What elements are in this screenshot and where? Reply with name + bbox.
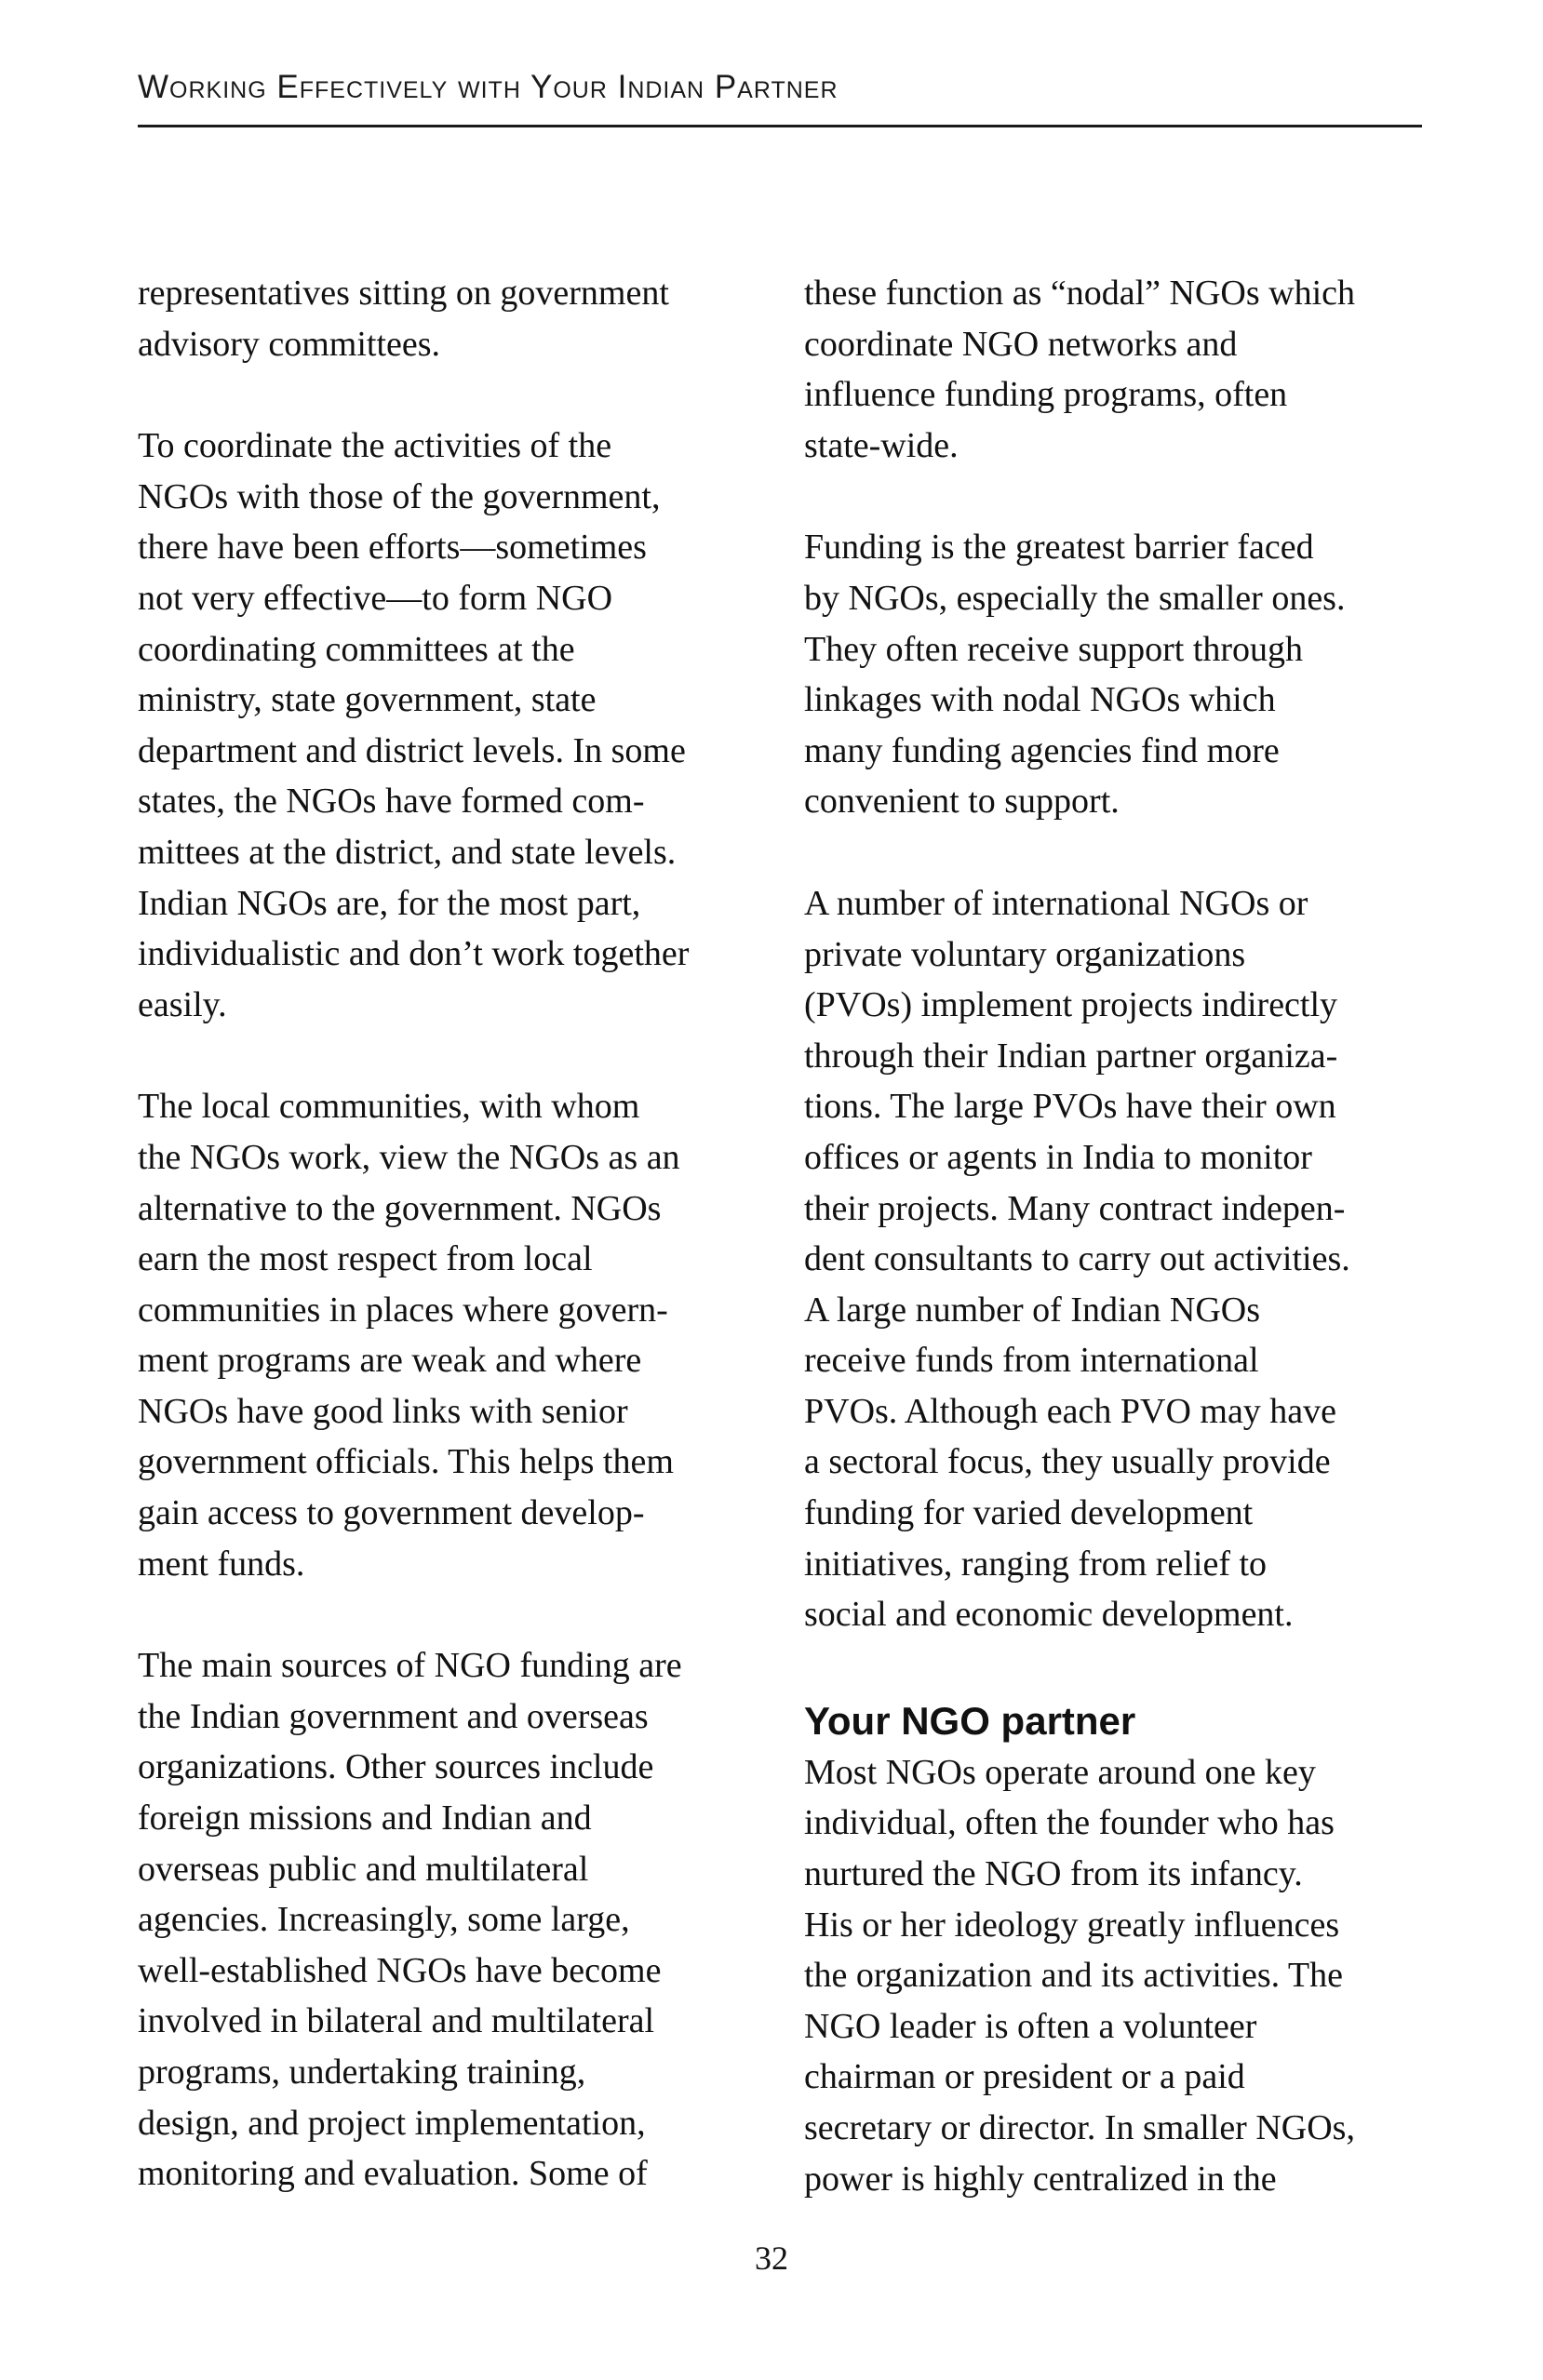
text-line: gain access to government develop- (138, 1493, 645, 1533)
text-line: individual, often the founder who has (804, 1803, 1335, 1843)
text-line: involved in bilateral and multilateral (138, 2001, 655, 2041)
paragraph (804, 268, 1446, 471)
paragraph (804, 1747, 1446, 2204)
text-line: not very effective—to form NGO (138, 578, 613, 618)
text-line: ministry, state government, state (138, 680, 597, 720)
text-line: A number of international NGOs or (804, 883, 1308, 923)
text-line: His or her ideology greatly influences (804, 1905, 1340, 1945)
text-line: the NGOs work, view the NGOs as an (138, 1137, 680, 1177)
text-line: through their Indian partner organiza- (804, 1036, 1338, 1076)
text-line: department and district levels. In some (138, 730, 686, 770)
text-line: linkages with nodal NGOs which (804, 680, 1276, 720)
text-line: advisory committees. (138, 324, 441, 364)
left-column (138, 268, 780, 2251)
section-heading: Your NGO partner (804, 1698, 1136, 1743)
text-line: many funding agencies find more (804, 730, 1280, 770)
text-line: NGO leader is often a volunteer (804, 2006, 1257, 2046)
text-line: states, the NGOs have formed com- (138, 782, 645, 822)
text-line: To coordinate the activities of the (138, 426, 612, 466)
text-line: alternative to the government. NGOs (138, 1188, 662, 1228)
text-line: design, and project implementation, (138, 2103, 646, 2143)
text-line: the Indian government and overseas (138, 1696, 649, 1736)
header-rule (138, 125, 1422, 127)
text-line: ment funds. (138, 1544, 305, 1584)
text-line: individualistic and don’t work together (138, 934, 690, 974)
text-line: their projects. Many contract indepen- (804, 1188, 1346, 1228)
text-line: receive funds from international (804, 1341, 1259, 1381)
text-line: NGOs have good links with senior (138, 1391, 628, 1431)
text-line: these function as “nodal” NGOs which (804, 274, 1356, 313)
text-line: organizations. Other sources include (138, 1747, 654, 1787)
text-line: funding for varied development (804, 1493, 1254, 1533)
text-line: agencies. Increasingly, some large, (138, 1900, 630, 1940)
paragraph (138, 268, 780, 369)
text-line: programs, undertaking training, (138, 2052, 586, 2092)
text-line: coordinating committees at the (138, 629, 575, 669)
text-line: there have been efforts—sometimes (138, 528, 647, 568)
text-line: a sectoral focus, they usually provide (804, 1442, 1331, 1482)
text-line: ment programs are weak and where (138, 1341, 642, 1381)
text-line: chairman or president or a paid (804, 2057, 1245, 2097)
running-header: Working Effectively with Your Indian Partner (138, 69, 839, 105)
text-line: mittees at the district, and state levels. (138, 832, 677, 872)
text-line: convenient to support. (804, 782, 1120, 822)
text-line: nurtured the NGO from its infancy. (804, 1854, 1303, 1894)
text-line: dent consultants to carry out activities. (804, 1239, 1350, 1279)
text-line: communities in places where govern- (138, 1290, 668, 1330)
paragraph (138, 1081, 780, 1589)
right-column (804, 268, 1446, 2255)
text-line: influence funding programs, often (804, 375, 1288, 415)
text-line: secretary or director. In smaller NGOs, (804, 2108, 1355, 2147)
text-line: private voluntary organizations (804, 934, 1246, 974)
text-line: offices or agents in India to monitor (804, 1137, 1312, 1177)
text-line: government officials. This helps them (138, 1442, 674, 1482)
text-line: state-wide. (804, 425, 959, 465)
text-line: The local communities, with whom (138, 1087, 640, 1127)
text-line: NGOs with those of the government, (138, 476, 661, 516)
text-line: initiatives, ranging from relief to (804, 1544, 1268, 1584)
text-line: coordinate NGO networks and (804, 324, 1238, 364)
text-line: overseas public and multilateral (138, 1849, 589, 1889)
text-line: (PVOs) implement projects indirectly (804, 985, 1338, 1025)
paragraph (804, 522, 1446, 827)
text-line: well-established NGOs have become (138, 1950, 662, 1990)
text-line: social and economic development. (804, 1595, 1294, 1635)
text-line: tions. The large PVOs have their own (804, 1087, 1336, 1127)
text-line: by NGOs, especially the smaller ones. (804, 578, 1346, 618)
text-line: Most NGOs operate around one key (804, 1752, 1316, 1792)
paragraph (138, 421, 780, 1030)
text-line: A large number of Indian NGOs (804, 1290, 1261, 1330)
text-line: foreign missions and Indian and (138, 1798, 592, 1838)
text-line: They often receive support through (804, 629, 1304, 669)
text-line: PVOs. Although each PVO may have (804, 1391, 1337, 1431)
page-number: 32 (755, 2240, 788, 2277)
text-line: easily. (138, 984, 227, 1024)
text-line: The main sources of NGO funding are (138, 1646, 682, 1686)
text-line: Funding is the greatest barrier faced (804, 528, 1314, 568)
text-line: representatives sitting on government (138, 274, 669, 313)
paragraph (804, 878, 1446, 1640)
text-line: earn the most respect from local (138, 1239, 593, 1279)
text-line: Indian NGOs are, for the most part, (138, 883, 641, 923)
text-line: the organization and its activities. The (804, 1956, 1343, 1996)
text-line: monitoring and evaluation. Some of (138, 2154, 648, 2194)
paragraph (138, 1640, 780, 2199)
text-line: power is highly centralized in the (804, 2159, 1277, 2199)
